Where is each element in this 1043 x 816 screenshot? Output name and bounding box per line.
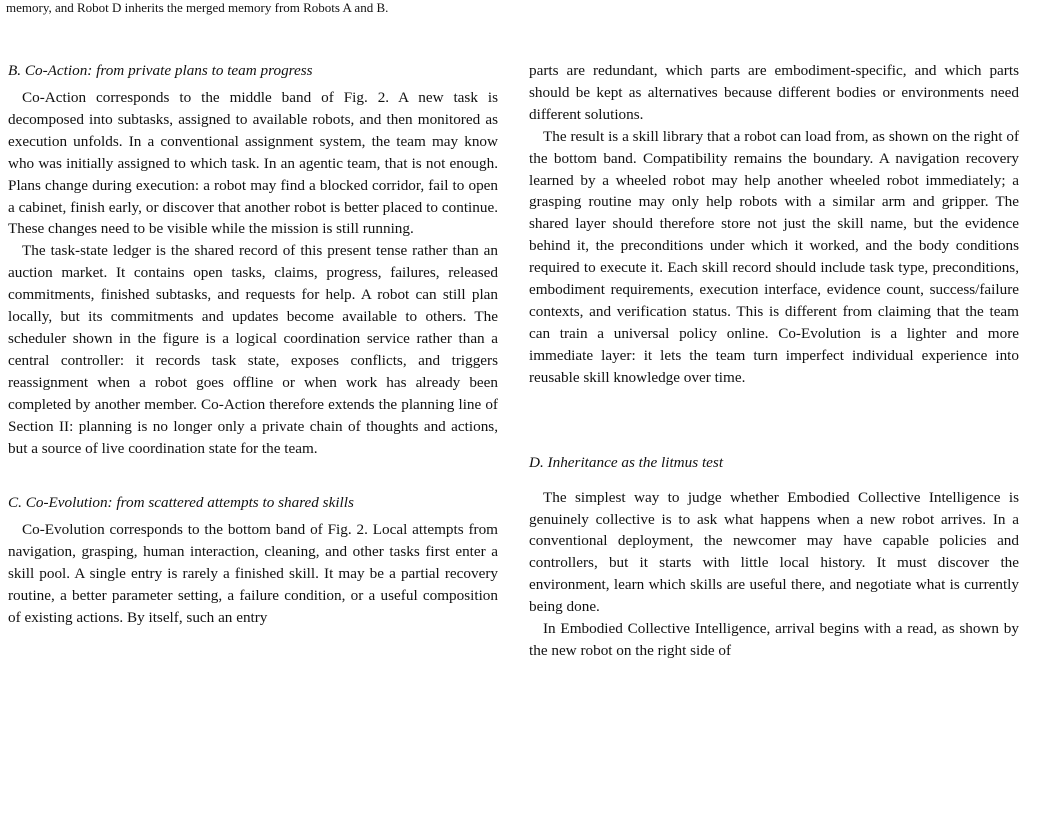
- section-b-heading: B. Co-Action: from private plans to team progress: [8, 62, 313, 79]
- section-b-paragraph-1: Co-Action corresponds to the middle band of Fig. 2. A new task is decomposed into subtasks, assigned to available robots, and then monitored as execution unfolds. In a conventional assignment system, the team may know who was initially assigned to which task. In an agentic team, that is not enough. Plans change during execution: a robot may find a blocked corridor, fail to open a cabinet, finish early, or discover that another robot is better placed to continue. These changes need to be visible while the mission is still running.: [8, 89, 498, 238]
- left-column: [8, 60, 498, 629]
- section-c-paragraph-2: The result is a skill library that a robot can load from, as shown on the right of the bottom band. Compatibility remains the boundary. A navigation recovery learned by a wheeled robot may help another wheeled robot immediately; a grasping routine may only help robots with a similar arm and gripper. The shared layer should therefore store not just the skill name, but the evidence behind it, the preconditions under which it worked, and the body conditions required to execute it. Each skill record should include task type, preconditions, embodiment requirements, execution interface, evidence count, success/failure contexts, and verification status. This is different from claiming that the team can train a universal policy online. Co-Evolution is a lighter and more immediate layer: it lets the team turn imperfect individual experience into reusable skill knowledge over time.: [529, 127, 1019, 386]
- section-c-paragraph-1-continued: parts are redundant, which parts are embodiment-specific, and which parts should be kept as alternatives because different bodies or environments need different solutions.: [529, 62, 1019, 123]
- right-column: [529, 60, 1019, 662]
- section-b-paragraph-2: The task-state ledger is the shared record of this present tense rather than an auction market. It contains open tasks, claims, progress, failures, released commitments, finished subtasks, and requests for help. A robot can still plan locally, but its commitments and updates become available to others. The scheduler shown in the figure is a logical coordination service rather than a central controller: it records task state, exposes conflicts, and triggers reassignment when a robot goes offline or when work has already been completed by another member. Co-Action therefore extends the planning line of Section II: planning is no longer only a private chain of thoughts and actions, but a source of live coordination state for the team.: [8, 242, 498, 457]
- section-d-paragraph-1: The simplest way to judge whether Embodied Collective Intelligence is genuinely collective is to ask what happens when a new robot arrives. In a conventional deployment, the newcomer may have capable policies and controllers, but it starts with little local history. It must discover the environment, learn which skills are useful there, and negotiate what is currently being done.: [529, 488, 1019, 616]
- section-d-paragraph-2: In Embodied Collective Intelligence, arrival begins with a read, as shown by the new robot on the right side of: [529, 620, 1019, 659]
- top-fragment: memory, and Robot D inherits the merged memory from Robots A and B.: [6, 0, 389, 15]
- section-c-paragraph-1: Co-Evolution corresponds to the bottom band of Fig. 2. Local attempts from navigation, grasping, human interaction, cleaning, and other tasks first enter a skill pool. A single entry is rarely a finished skill. It may be a partial recovery routine, a better parameter setting, a failure condition, or a useful composition of existing actions. By itself, such an entry: [8, 521, 498, 627]
- section-d-heading: D. Inheritance as the litmus test: [529, 453, 724, 471]
- section-c-heading: C. Co-Evolution: from scattered attempts to shared skills: [8, 494, 354, 512]
